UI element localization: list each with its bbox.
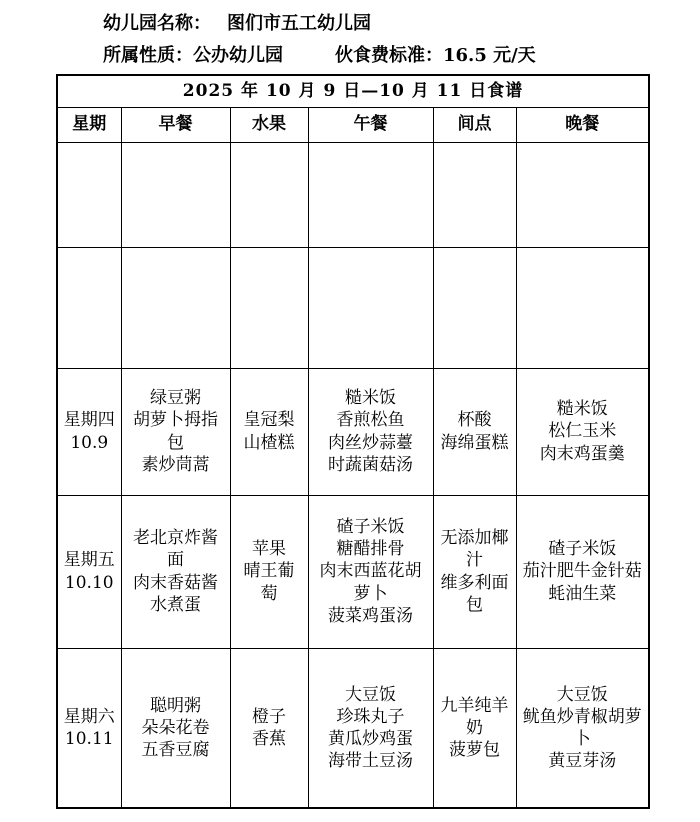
- table-row: [57, 495, 649, 648]
- menu-item-line: 肉末香菇酱: [133, 572, 218, 593]
- menu-item-line: 糙米饭: [345, 388, 396, 409]
- cell-snack: [433, 648, 516, 808]
- menu-item-line: 胡萝卜拇指包: [133, 410, 218, 453]
- menu-item-line: 素炒茼蒿: [141, 454, 210, 475]
- fee-label: 伙食费标准：: [335, 45, 443, 66]
- menu-item-line: 大豆饭: [556, 684, 608, 705]
- menu-item-line: 山楂糕: [243, 432, 295, 453]
- table-header-row: [57, 107, 649, 142]
- menu-item-line: 茄汁肥牛金针菇: [522, 561, 642, 582]
- cell-dinner: [516, 142, 649, 247]
- cell-lunch: [308, 495, 433, 648]
- document-header: [103, 8, 536, 72]
- menu-item-line: 九羊纯羊奶: [440, 695, 509, 738]
- cell-fruit: [230, 142, 308, 247]
- menu-item-line: 糖醋排骨: [336, 539, 405, 560]
- school-name-label: 幼儿园名称：: [103, 13, 211, 34]
- menu-item-line: 菠萝包: [449, 739, 500, 760]
- nature-fee-line: [103, 40, 536, 72]
- menu-item-line: 松仁玉米: [548, 421, 617, 442]
- column-header-breakfast: 早餐: [121, 107, 230, 142]
- column-header-dinner: 晚餐: [516, 107, 649, 142]
- menu-item-line: 杯酸: [457, 410, 492, 431]
- menu-item-line: 水煮蛋: [150, 594, 201, 615]
- cell-fruit: [230, 648, 308, 808]
- menu-item-line: 珍珠丸子: [336, 706, 405, 727]
- cell-breakfast: [121, 648, 230, 808]
- cell-snack: [433, 142, 516, 247]
- cell-breakfast: [121, 142, 230, 247]
- cell-breakfast: [121, 495, 230, 648]
- cell-snack: [433, 368, 516, 495]
- menu-item-line: 碴子米饭: [336, 517, 405, 538]
- cell-fruit: [230, 495, 308, 648]
- menu-item-line: 蚝油生菜: [548, 583, 617, 604]
- menu-item-line: 10.9: [70, 432, 109, 453]
- menu-item-line: 朵朵花卷: [141, 717, 210, 738]
- fee-value: 16.5 元/天: [443, 45, 536, 66]
- cell-snack: [433, 495, 516, 648]
- nature-label: 所属性质：: [103, 45, 193, 66]
- cell-fruit: [230, 368, 308, 495]
- menu-item-line: 10.11: [64, 728, 114, 749]
- menu-item-line: 橙子: [252, 706, 286, 727]
- cell-dinner: [516, 247, 649, 368]
- menu-item-line: 香煎松鱼: [336, 410, 405, 431]
- menu-item-line: 星期四: [63, 410, 115, 431]
- cell-week: [57, 368, 121, 495]
- menu-item-line: 晴王葡萄: [243, 561, 295, 604]
- column-header-snack: 间点: [433, 107, 516, 142]
- menu-item-line: 肉丝炒蒜薹: [328, 432, 413, 453]
- cell-lunch: [308, 142, 433, 247]
- table-row: [57, 368, 649, 495]
- nature-value: 公办幼儿园: [193, 45, 283, 66]
- table-title-row: [57, 75, 649, 107]
- menu-item-line: 黄豆芽汤: [548, 750, 617, 771]
- menu-item-line: 维多利面包: [440, 572, 509, 615]
- school-name-value: 图们市五工幼儿园: [227, 13, 371, 34]
- menu-item-line: 10.10: [64, 572, 114, 593]
- menu-item-line: 时蔬菌菇汤: [328, 454, 413, 475]
- menu-item-line: 苹果: [252, 539, 286, 560]
- column-header-lunch: 午餐: [308, 107, 433, 142]
- column-header-fruit: 水果: [230, 107, 308, 142]
- menu-item-line: 无添加椰汁: [440, 528, 509, 571]
- menu-item-line: 星期六: [63, 706, 115, 727]
- cell-week: [57, 648, 121, 808]
- menu-item-line: 肉末西蓝花胡萝卜: [319, 561, 422, 604]
- cell-breakfast: [121, 247, 230, 368]
- cell-dinner: [516, 495, 649, 648]
- table-row: [57, 247, 649, 368]
- menu-item-line: 五香豆腐: [141, 739, 210, 760]
- cell-lunch: [308, 247, 433, 368]
- cell-dinner: [516, 368, 649, 495]
- menu-item-line: 糙米饭: [556, 399, 608, 420]
- cell-lunch: [308, 648, 433, 808]
- menu-item-line: 聪明粥: [150, 695, 201, 716]
- menu-item-line: 肉末鸡蛋羹: [539, 443, 625, 464]
- table-row: [57, 142, 649, 247]
- table-row: [57, 648, 649, 808]
- menu-item-line: 香蕉: [252, 728, 286, 749]
- cell-fruit: [230, 247, 308, 368]
- table-title: 2025 年 10 月 9 日—10 月 11 日食谱: [57, 75, 649, 107]
- menu-item-line: 皇冠梨: [243, 410, 295, 431]
- menu-item-line: 海绵蛋糕: [440, 432, 509, 453]
- menu-item-line: 黄瓜炒鸡蛋: [328, 728, 413, 749]
- cell-week: [57, 142, 121, 247]
- cell-week: [57, 247, 121, 368]
- menu-item-line: 海带土豆汤: [328, 750, 413, 771]
- menu-item-line: 大豆饭: [345, 684, 396, 705]
- menu-item-line: 老北京炸酱面: [133, 528, 218, 571]
- cell-snack: [433, 247, 516, 368]
- cell-lunch: [308, 368, 433, 495]
- menu-table: [56, 74, 650, 809]
- cell-dinner: [516, 648, 649, 808]
- menu-item-line: 碴子米饭: [548, 539, 617, 560]
- cell-week: [57, 495, 121, 648]
- school-name-line: [103, 8, 536, 40]
- menu-table-body: [57, 75, 649, 808]
- menu-item-line: 菠菜鸡蛋汤: [328, 605, 413, 626]
- menu-item-line: 鱿鱼炒青椒胡萝卜: [522, 706, 642, 749]
- menu-item-line: 绿豆粥: [150, 388, 201, 409]
- menu-item-line: 星期五: [63, 550, 115, 571]
- column-header-week: 星期: [57, 107, 121, 142]
- cell-breakfast: [121, 368, 230, 495]
